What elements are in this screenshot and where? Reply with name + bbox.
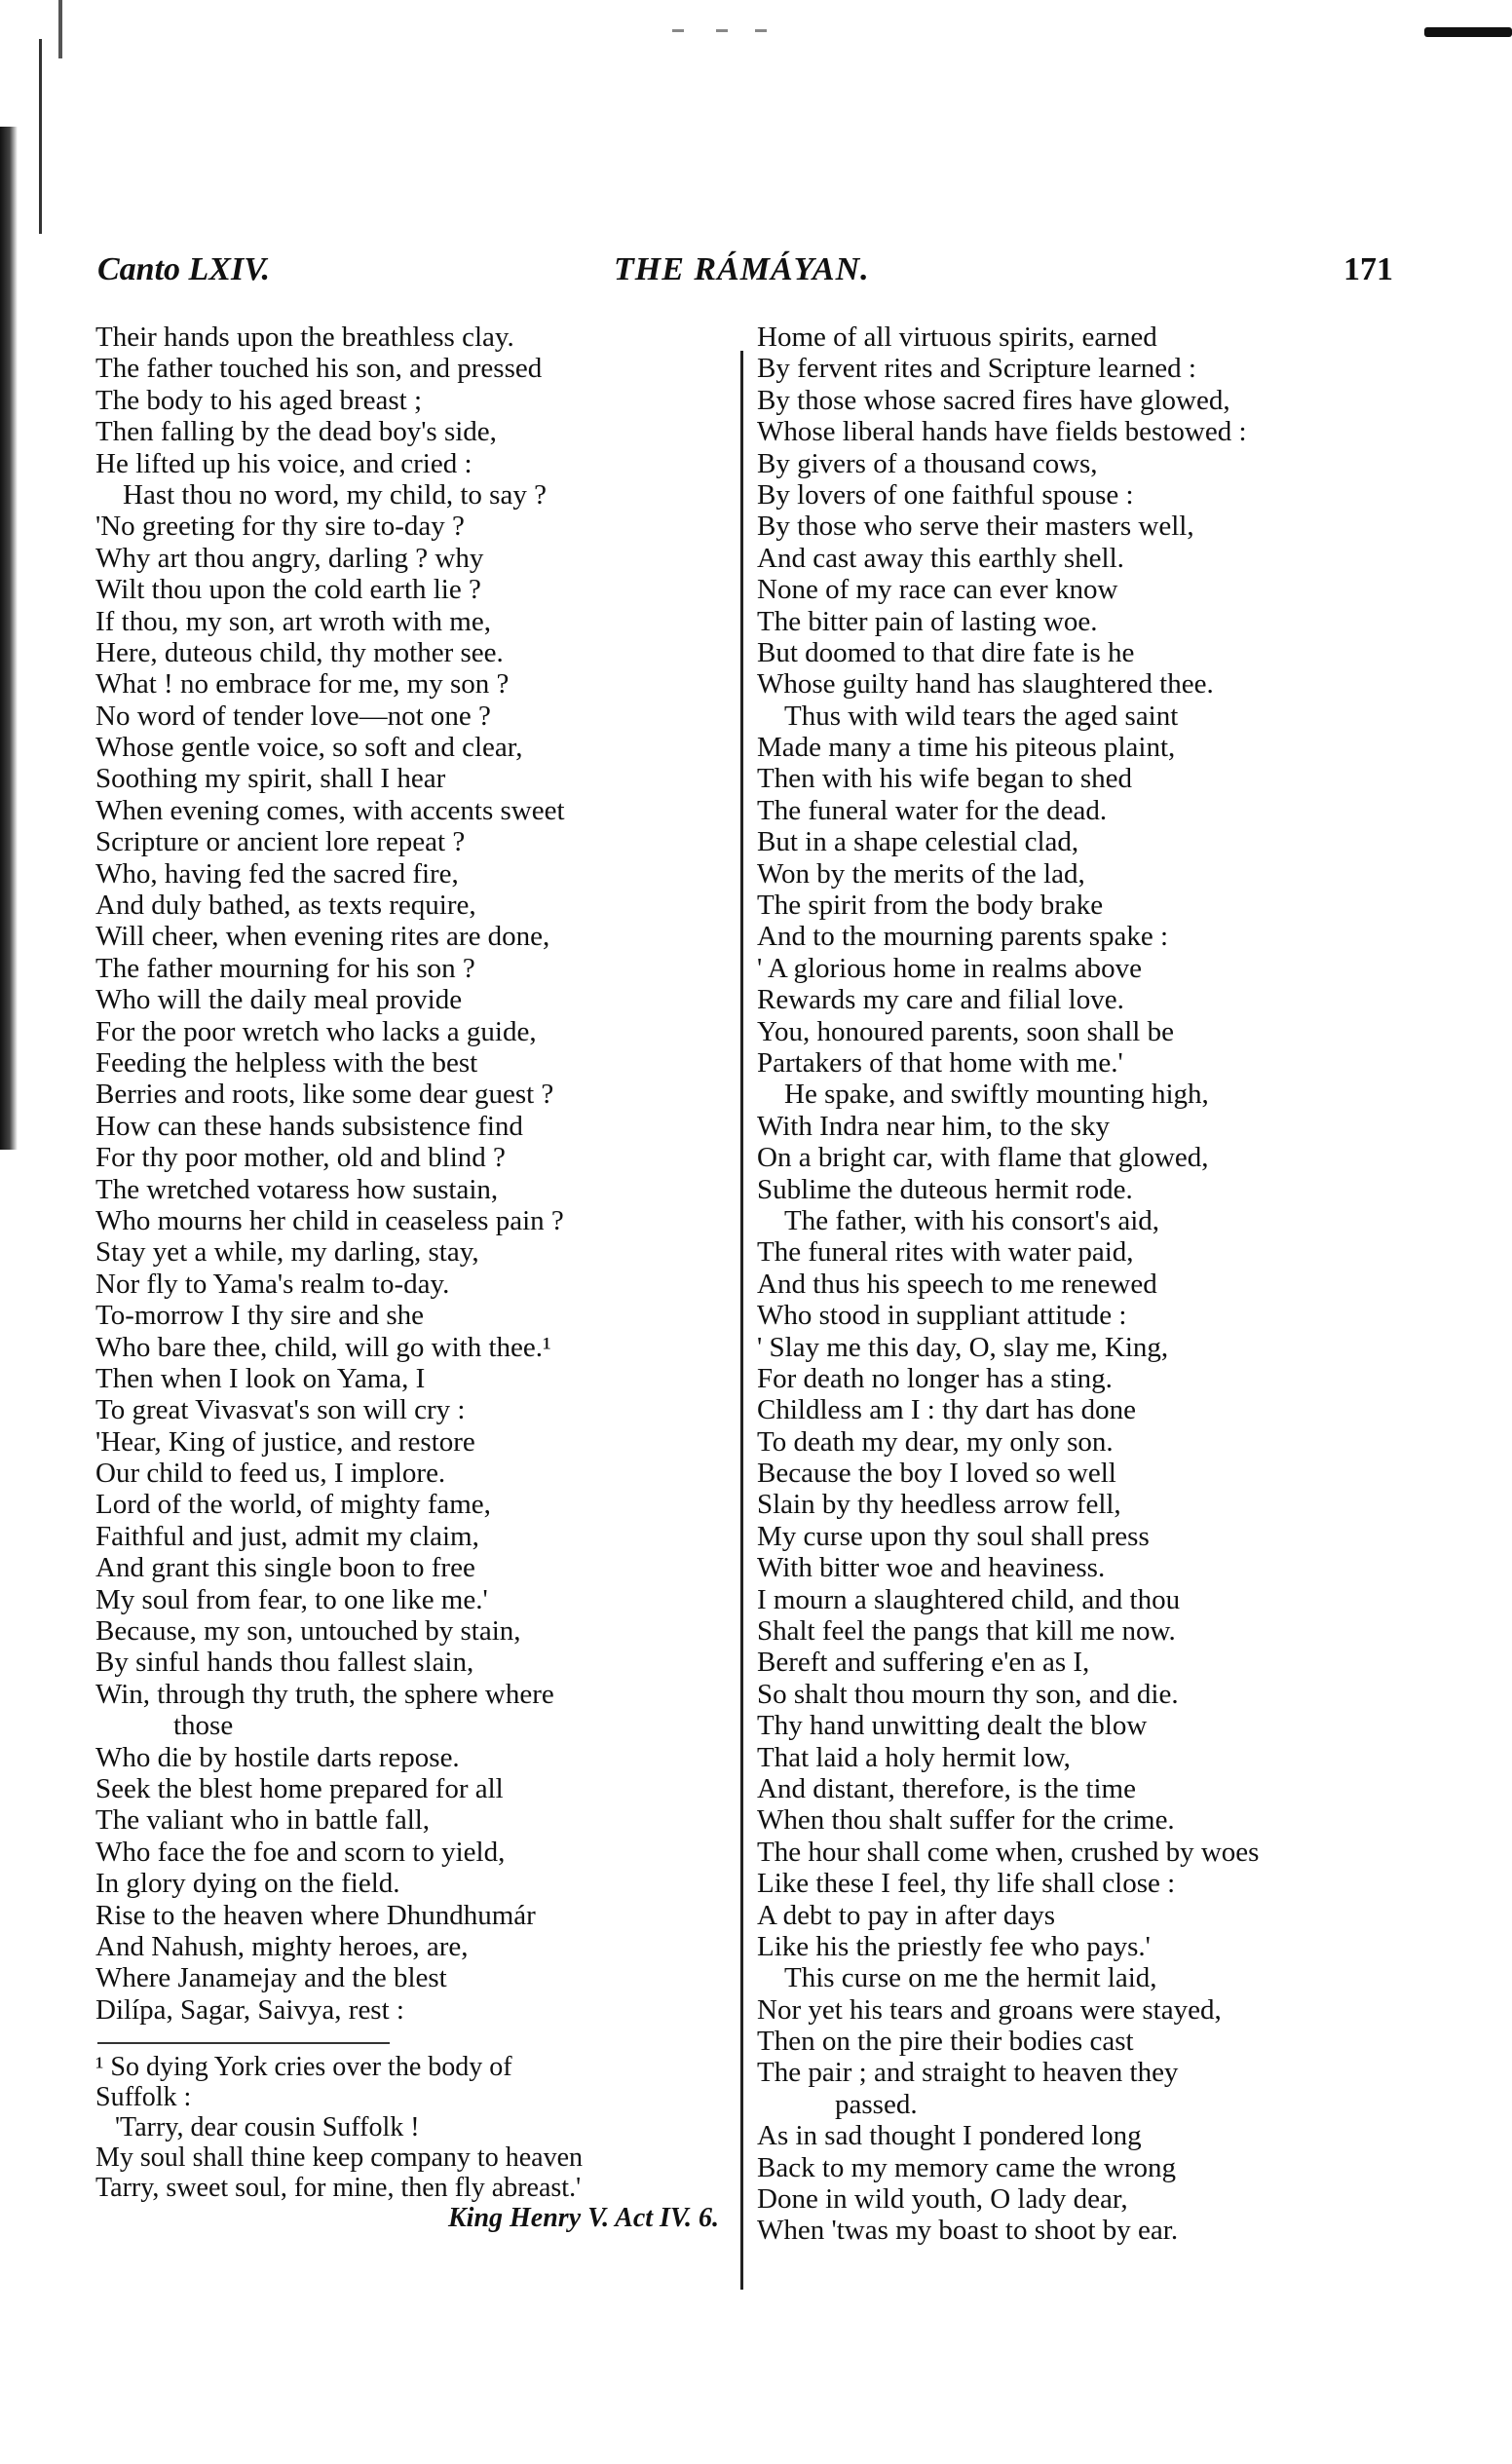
verse-line: The wretched votaress how sustain, bbox=[95, 1173, 499, 1205]
verse-line: The valiant who in battle fall, bbox=[95, 1804, 431, 1837]
verse-line: Done in wild youth, O lady dear, bbox=[757, 2183, 1128, 2216]
verse-line: those bbox=[173, 1710, 234, 1742]
verse-line: The funeral rites with water paid, bbox=[757, 1236, 1134, 1269]
footnote-line: Suffolk : bbox=[95, 2082, 192, 2112]
verse-line: Back to my memory came the wrong bbox=[757, 2151, 1177, 2183]
verse-line: Who, having fed the sacred fire, bbox=[95, 857, 459, 890]
verse-line: Berries and roots, like some dear guest ? bbox=[95, 1079, 554, 1111]
verse-line: Their hands upon the breathless clay. bbox=[95, 322, 514, 353]
verse-line: The father, with his consort's aid, bbox=[784, 1204, 1160, 1236]
verse-line: Win, through thy truth, the sphere where bbox=[95, 1678, 554, 1710]
verse-line: Then with his wife began to shed bbox=[757, 763, 1132, 795]
verse-line: By those who serve their masters well, bbox=[757, 511, 1194, 543]
verse-line: So shalt thou mourn thy son, and die. bbox=[757, 1678, 1179, 1710]
verse-line: Then on the pire their bodies cast bbox=[757, 2026, 1134, 2058]
verse-line: But in a shape celestial clad, bbox=[757, 826, 1079, 858]
verse-line: How can these hands subsistence find bbox=[95, 1110, 523, 1142]
footnote-line: 'Tarry, dear cousin Suffolk ! bbox=[115, 2112, 420, 2142]
verse-line: Where Janamejay and the blest bbox=[95, 1962, 447, 1994]
verse-line: To-morrow I thy sire and she bbox=[95, 1300, 425, 1332]
page-edge-shadow bbox=[0, 127, 18, 1150]
verse-line: Faithful and just, admit my claim, bbox=[95, 1520, 479, 1552]
verse-line: My curse upon thy soul shall press bbox=[757, 1520, 1150, 1552]
verse-line: With bitter woe and heaviness. bbox=[757, 1552, 1106, 1584]
verse-line: Lord of the world, of mighty fame, bbox=[95, 1489, 491, 1521]
running-header bbox=[97, 251, 1393, 300]
right-column bbox=[757, 322, 1400, 2247]
verse-line: Because, my son, untouched by stain, bbox=[95, 1615, 521, 1648]
scan-mark-top bbox=[58, 0, 62, 58]
verse-line: ' Slay me this day, O, slay me, King, bbox=[757, 1331, 1169, 1363]
verse-line: The hour shall come when, crushed by woes bbox=[757, 1836, 1260, 1868]
verse-line: The funeral water for the dead. bbox=[757, 794, 1108, 826]
verse-line: Rewards my care and filial love. bbox=[757, 984, 1124, 1016]
verse-line: Our child to feed us, I implore. bbox=[95, 1458, 446, 1490]
verse-line: Childless am I : thy dart has done bbox=[757, 1394, 1137, 1426]
verse-line: Then when I look on Yama, I bbox=[95, 1362, 426, 1394]
verse-line: But doomed to that dire fate is he bbox=[757, 636, 1135, 668]
verse-line: In glory dying on the field. bbox=[95, 1868, 400, 1900]
verse-line: Thy hand unwitting dealt the blow bbox=[757, 1710, 1148, 1742]
column-divider bbox=[740, 351, 743, 2290]
verse-line: And grant this single boon to free bbox=[95, 1552, 475, 1584]
verse-line: Thus with wild tears the aged saint bbox=[784, 700, 1179, 732]
verse-line: passed. bbox=[835, 2088, 918, 2120]
verse-line: To great Vivasvat's son will cry : bbox=[95, 1394, 466, 1426]
verse-line: Seek the blest home prepared for all bbox=[95, 1772, 504, 1804]
verse-line: I mourn a slaughtered child, and thou bbox=[757, 1583, 1181, 1615]
verse-line: By those whose sacred fires have glowed, bbox=[757, 384, 1230, 416]
footnote-line: ¹ So dying York cries over the body of bbox=[95, 2052, 512, 2082]
verse-line: When evening comes, with accents sweet bbox=[95, 794, 565, 826]
footnote bbox=[95, 2052, 729, 2233]
verse-line: Why art thou angry, darling ? why bbox=[95, 542, 484, 574]
verse-line: Whose liberal hands have fields bestowed : bbox=[757, 416, 1247, 448]
verse-line: And to the mourning parents spake : bbox=[757, 921, 1169, 953]
page-number: 171 bbox=[1343, 251, 1393, 287]
verse-line: By sinful hands thou fallest slain, bbox=[95, 1647, 474, 1679]
verse-line: The body to his aged breast ; bbox=[95, 384, 423, 416]
verse-line: The father mourning for his son ? bbox=[95, 952, 475, 984]
verse-line: A debt to pay in after days bbox=[757, 1899, 1056, 1931]
verse-line: He lifted up his voice, and cried : bbox=[95, 447, 472, 479]
footnote-citation: King Henry V. Act IV. 6. bbox=[447, 2203, 719, 2233]
verse-line: And thus his speech to me renewed bbox=[757, 1268, 1157, 1300]
verse-line: The pair ; and straight to heaven they bbox=[757, 2057, 1179, 2089]
verse-line: Here, duteous child, thy mother see. bbox=[95, 636, 504, 668]
scan-mark-corner bbox=[1424, 27, 1512, 37]
verse-line: The father touched his son, and pressed bbox=[95, 353, 543, 385]
scan-mark-left bbox=[39, 39, 42, 234]
left-column bbox=[95, 322, 729, 2026]
verse-line: Sublime the duteous hermit rode. bbox=[757, 1173, 1133, 1205]
verse-line: Who bare thee, child, will go with thee.¹ bbox=[95, 1331, 551, 1363]
verse-line: Bereft and suffering e'en as I, bbox=[757, 1647, 1090, 1679]
verse-line: Soothing my spirit, shall I hear bbox=[95, 763, 446, 795]
verse-line: No word of tender love—not one ? bbox=[95, 700, 491, 732]
verse-line: My soul from fear, to one like me.' bbox=[95, 1583, 488, 1615]
verse-line: What ! no embrace for me, my son ? bbox=[95, 668, 510, 701]
verse-line: ' A glorious home in realms above bbox=[757, 952, 1143, 984]
verse-line: Nor yet his tears and groans were stayed, bbox=[757, 1993, 1222, 2026]
verse-line: For death no longer has a sting. bbox=[757, 1362, 1113, 1394]
verse-line: The spirit from the body brake bbox=[757, 890, 1104, 922]
verse-line: Who will the daily meal provide bbox=[95, 984, 463, 1016]
verse-line: Slain by thy heedless arrow fell, bbox=[757, 1489, 1121, 1521]
verse-line: Nor fly to Yama's realm to-day. bbox=[95, 1268, 450, 1300]
verse-line: Who stood in suppliant attitude : bbox=[757, 1300, 1127, 1332]
verse-line: By givers of a thousand cows, bbox=[757, 447, 1098, 479]
verse-line: Because the boy I loved so well bbox=[757, 1458, 1116, 1490]
verse-line: 'Hear, King of justice, and restore bbox=[95, 1425, 475, 1458]
verse-line: Rise to the heaven where Dhundhumár bbox=[95, 1899, 536, 1931]
verse-line: None of my race can ever know bbox=[757, 574, 1118, 606]
verse-line: He spake, and swiftly mounting high, bbox=[784, 1079, 1209, 1111]
verse-line: Whose guilty hand has slaughtered thee. bbox=[757, 668, 1214, 701]
verse-line: Wilt thou upon the cold earth lie ? bbox=[95, 574, 481, 606]
verse-line: Partakers of that home with me.' bbox=[757, 1046, 1123, 1079]
verse-line: And duly bathed, as texts require, bbox=[95, 890, 476, 922]
verse-line: And cast away this earthly shell. bbox=[757, 542, 1124, 574]
verse-line: Hast thou no word, my child, to say ? bbox=[123, 478, 547, 511]
scan-dash bbox=[755, 29, 767, 32]
verse-line: Will cheer, when evening rites are done, bbox=[95, 921, 550, 953]
scan-dash bbox=[716, 29, 728, 32]
verse-line: Shalt feel the pangs that kill me now. bbox=[757, 1615, 1176, 1648]
verse-line: To death my dear, my only son. bbox=[757, 1425, 1114, 1458]
verse-line: 'No greeting for thy sire to-day ? bbox=[95, 511, 465, 543]
verse-line: For the poor wretch who lacks a guide, bbox=[95, 1015, 537, 1047]
verse-line: Scripture or ancient lore repeat ? bbox=[95, 826, 466, 858]
verse-line: Who mourns her child in ceaseless pain ? bbox=[95, 1204, 564, 1236]
verse-line: Like these I feel, thy life shall close : bbox=[757, 1868, 1176, 1900]
verse-line: On a bright car, with flame that glowed, bbox=[757, 1142, 1209, 1174]
verse-line: Who face the foe and scorn to yield, bbox=[95, 1836, 506, 1868]
verse-line: Stay yet a while, my darling, stay, bbox=[95, 1236, 479, 1269]
verse-line: Won by the merits of the lad, bbox=[757, 857, 1085, 890]
scan-dash bbox=[672, 29, 684, 32]
verse-line: For thy poor mother, old and blind ? bbox=[95, 1142, 506, 1174]
verse-line: Then falling by the dead boy's side, bbox=[95, 416, 497, 448]
verse-line: Dilípa, Sagar, Saivya, rest : bbox=[95, 1993, 404, 2026]
verse-line: That laid a holy hermit low, bbox=[757, 1741, 1071, 1773]
verse-line: As in sad thought I pondered long bbox=[757, 2120, 1142, 2152]
verse-line: Like his the priestly fee who pays.' bbox=[757, 1930, 1151, 1962]
book-title: THE RÁMÁYAN. bbox=[614, 251, 870, 287]
verse-line: If thou, my son, art wroth with me, bbox=[95, 605, 491, 637]
verse-line: With Indra near him, to the sky bbox=[757, 1110, 1111, 1142]
verse-line: And distant, therefore, is the time bbox=[757, 1772, 1136, 1804]
verse-line: You, honoured parents, soon shall be bbox=[757, 1015, 1174, 1047]
footnote-line: My soul shall thine keep company to heaven bbox=[95, 2142, 583, 2173]
canto-label: Canto LXIV. bbox=[97, 251, 271, 287]
verse-line: Home of all virtuous spirits, earned bbox=[757, 322, 1157, 353]
verse-line: By lovers of one faithful spouse : bbox=[757, 478, 1134, 511]
verse-line: By fervent rites and Scripture learned : bbox=[757, 353, 1196, 385]
verse-line: Feeding the helpless with the best bbox=[95, 1046, 478, 1079]
verse-line: Whose gentle voice, so soft and clear, bbox=[95, 732, 523, 764]
verse-line: When 'twas my boast to shoot by ear. bbox=[757, 2215, 1179, 2247]
verse-line: Who die by hostile darts repose. bbox=[95, 1741, 460, 1773]
verse-line: This curse on me the hermit laid, bbox=[784, 1962, 1157, 1994]
verse-line: Made many a time his piteous plaint, bbox=[757, 732, 1176, 764]
verse-line: And Nahush, mighty heroes, are, bbox=[95, 1930, 469, 1962]
verse-line: The bitter pain of lasting woe. bbox=[757, 605, 1098, 637]
verse-line: When thou shalt suffer for the crime. bbox=[757, 1804, 1175, 1837]
footnote-line: Tarry, sweet soul, for mine, then fly abreast.' bbox=[95, 2173, 582, 2203]
footnote-rule bbox=[97, 2042, 390, 2044]
